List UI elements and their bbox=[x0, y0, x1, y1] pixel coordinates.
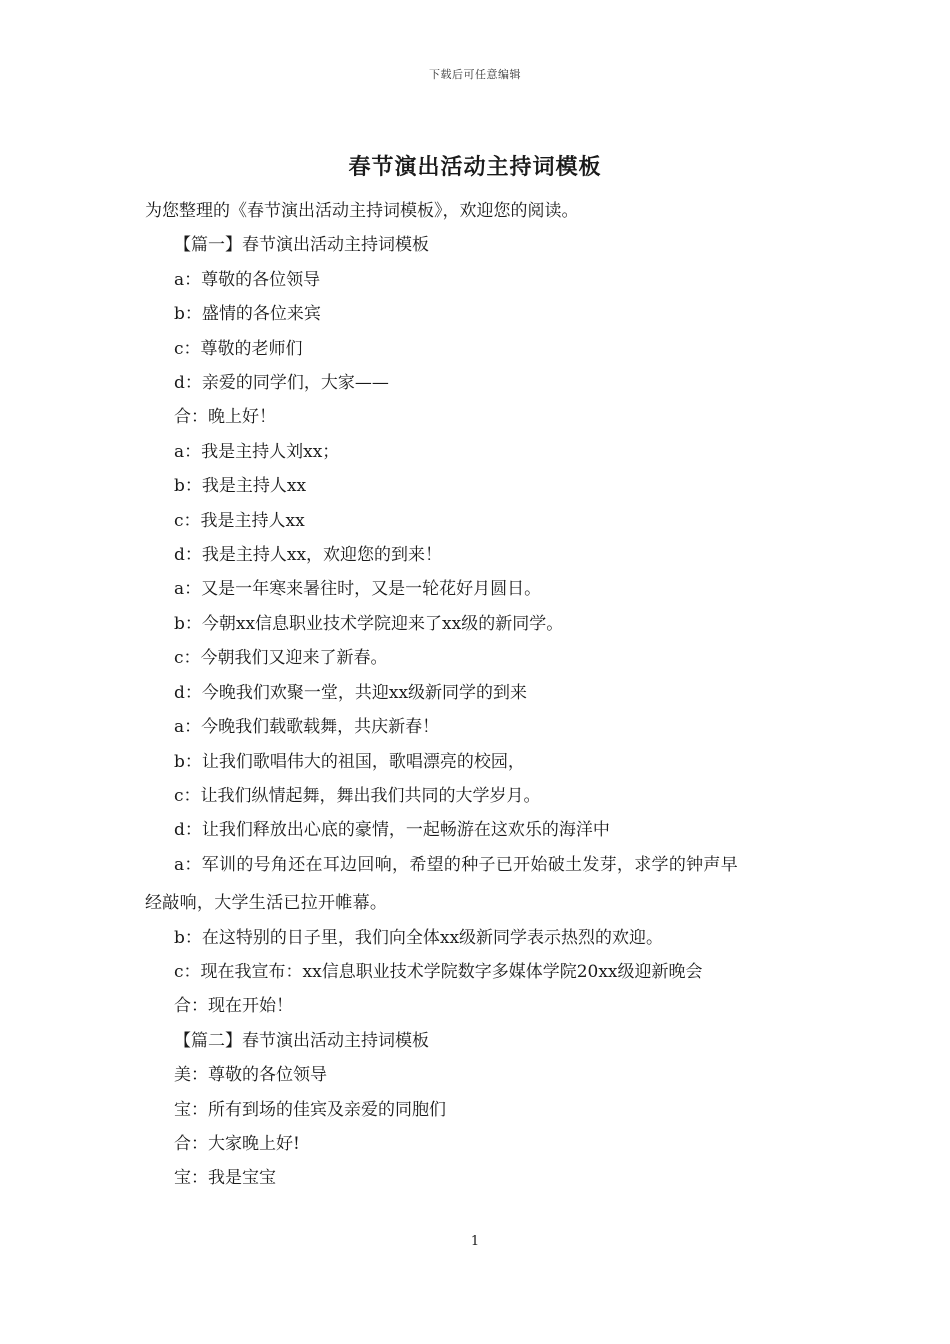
body-line: 宝：所有到场的佳宾及亲爱的同胞们 bbox=[174, 1099, 446, 1120]
body-line: d：让我们释放出心底的豪情，一起畅游在这欢乐的海洋中 bbox=[174, 820, 610, 841]
body-line: c：尊敬的老师们 bbox=[174, 338, 303, 359]
body-line: b：今朝xx信息职业技术学院迎来了xx级的新同学。 bbox=[174, 613, 564, 634]
wrapped-paragraph bbox=[145, 848, 810, 921]
body-line: b：在这特别的日子里，我们向全体xx级新同学表示热烈的欢迎。 bbox=[174, 927, 664, 948]
body-line: 合：晚上好！ bbox=[174, 407, 276, 428]
body-line: d：今晚我们欢聚一堂，共迎xx级新同学的到来 bbox=[174, 682, 528, 703]
body-line: c：我是主持人xx bbox=[174, 510, 305, 531]
body-line: 合：现在开始！ bbox=[174, 996, 293, 1017]
wrapped-paragraph-line-1: a：军训的号角还在耳边回响，希望的种子已开始破土发芽，求学的钟声早 bbox=[174, 854, 739, 875]
body-line: a：又是一年寒来暑往时，又是一轮花好月圆日。 bbox=[174, 579, 542, 600]
body-line: a：今晚我们载歌载舞，共庆新春！ bbox=[174, 717, 440, 738]
body-line: c：现在我宣布：xx信息职业技术学院数字多媒体学院20xx级迎新晚会 bbox=[174, 961, 703, 982]
body-line: b：盛情的各位来宾 bbox=[174, 304, 321, 325]
body-line: 宝：我是宝宝 bbox=[174, 1168, 276, 1189]
body-line: c：让我们纵情起舞，舞出我们共同的大学岁月。 bbox=[174, 785, 541, 806]
body-line: d：亲爱的同学们，大家—— bbox=[174, 373, 389, 394]
page-number: 1 bbox=[470, 1234, 480, 1249]
document-body bbox=[145, 194, 810, 1196]
body-line: 【篇一】春节演出活动主持词模板 bbox=[174, 235, 429, 256]
header-note: 下载后可任意编辑 bbox=[429, 68, 521, 81]
body-line: 【篇二】春节演出活动主持词模板 bbox=[174, 1030, 429, 1051]
body-line: c：今朝我们又迎来了新春。 bbox=[174, 648, 388, 669]
body-line: a：尊敬的各位领导 bbox=[174, 269, 321, 290]
body-line: 合：大家晚上好! bbox=[174, 1133, 300, 1154]
body-line: 美：尊敬的各位领导 bbox=[174, 1065, 327, 1086]
body-line: b：我是主持人xx bbox=[174, 476, 307, 497]
body-line: a：我是主持人刘xx； bbox=[174, 441, 340, 462]
intro-paragraph: 为您整理的《春节演出活动主持词模板》，欢迎您的阅读。 bbox=[145, 201, 579, 221]
wrapped-paragraph-line-2: 经敲响，大学生活已拉开帷幕。 bbox=[145, 893, 388, 914]
body-line: d：我是主持人xx，欢迎您的到来！ bbox=[174, 545, 443, 566]
document-title: 春节演出活动主持词模板 bbox=[348, 154, 602, 180]
body-line: b：让我们歌唱伟大的祖国，歌唱漂亮的校园， bbox=[174, 751, 525, 772]
